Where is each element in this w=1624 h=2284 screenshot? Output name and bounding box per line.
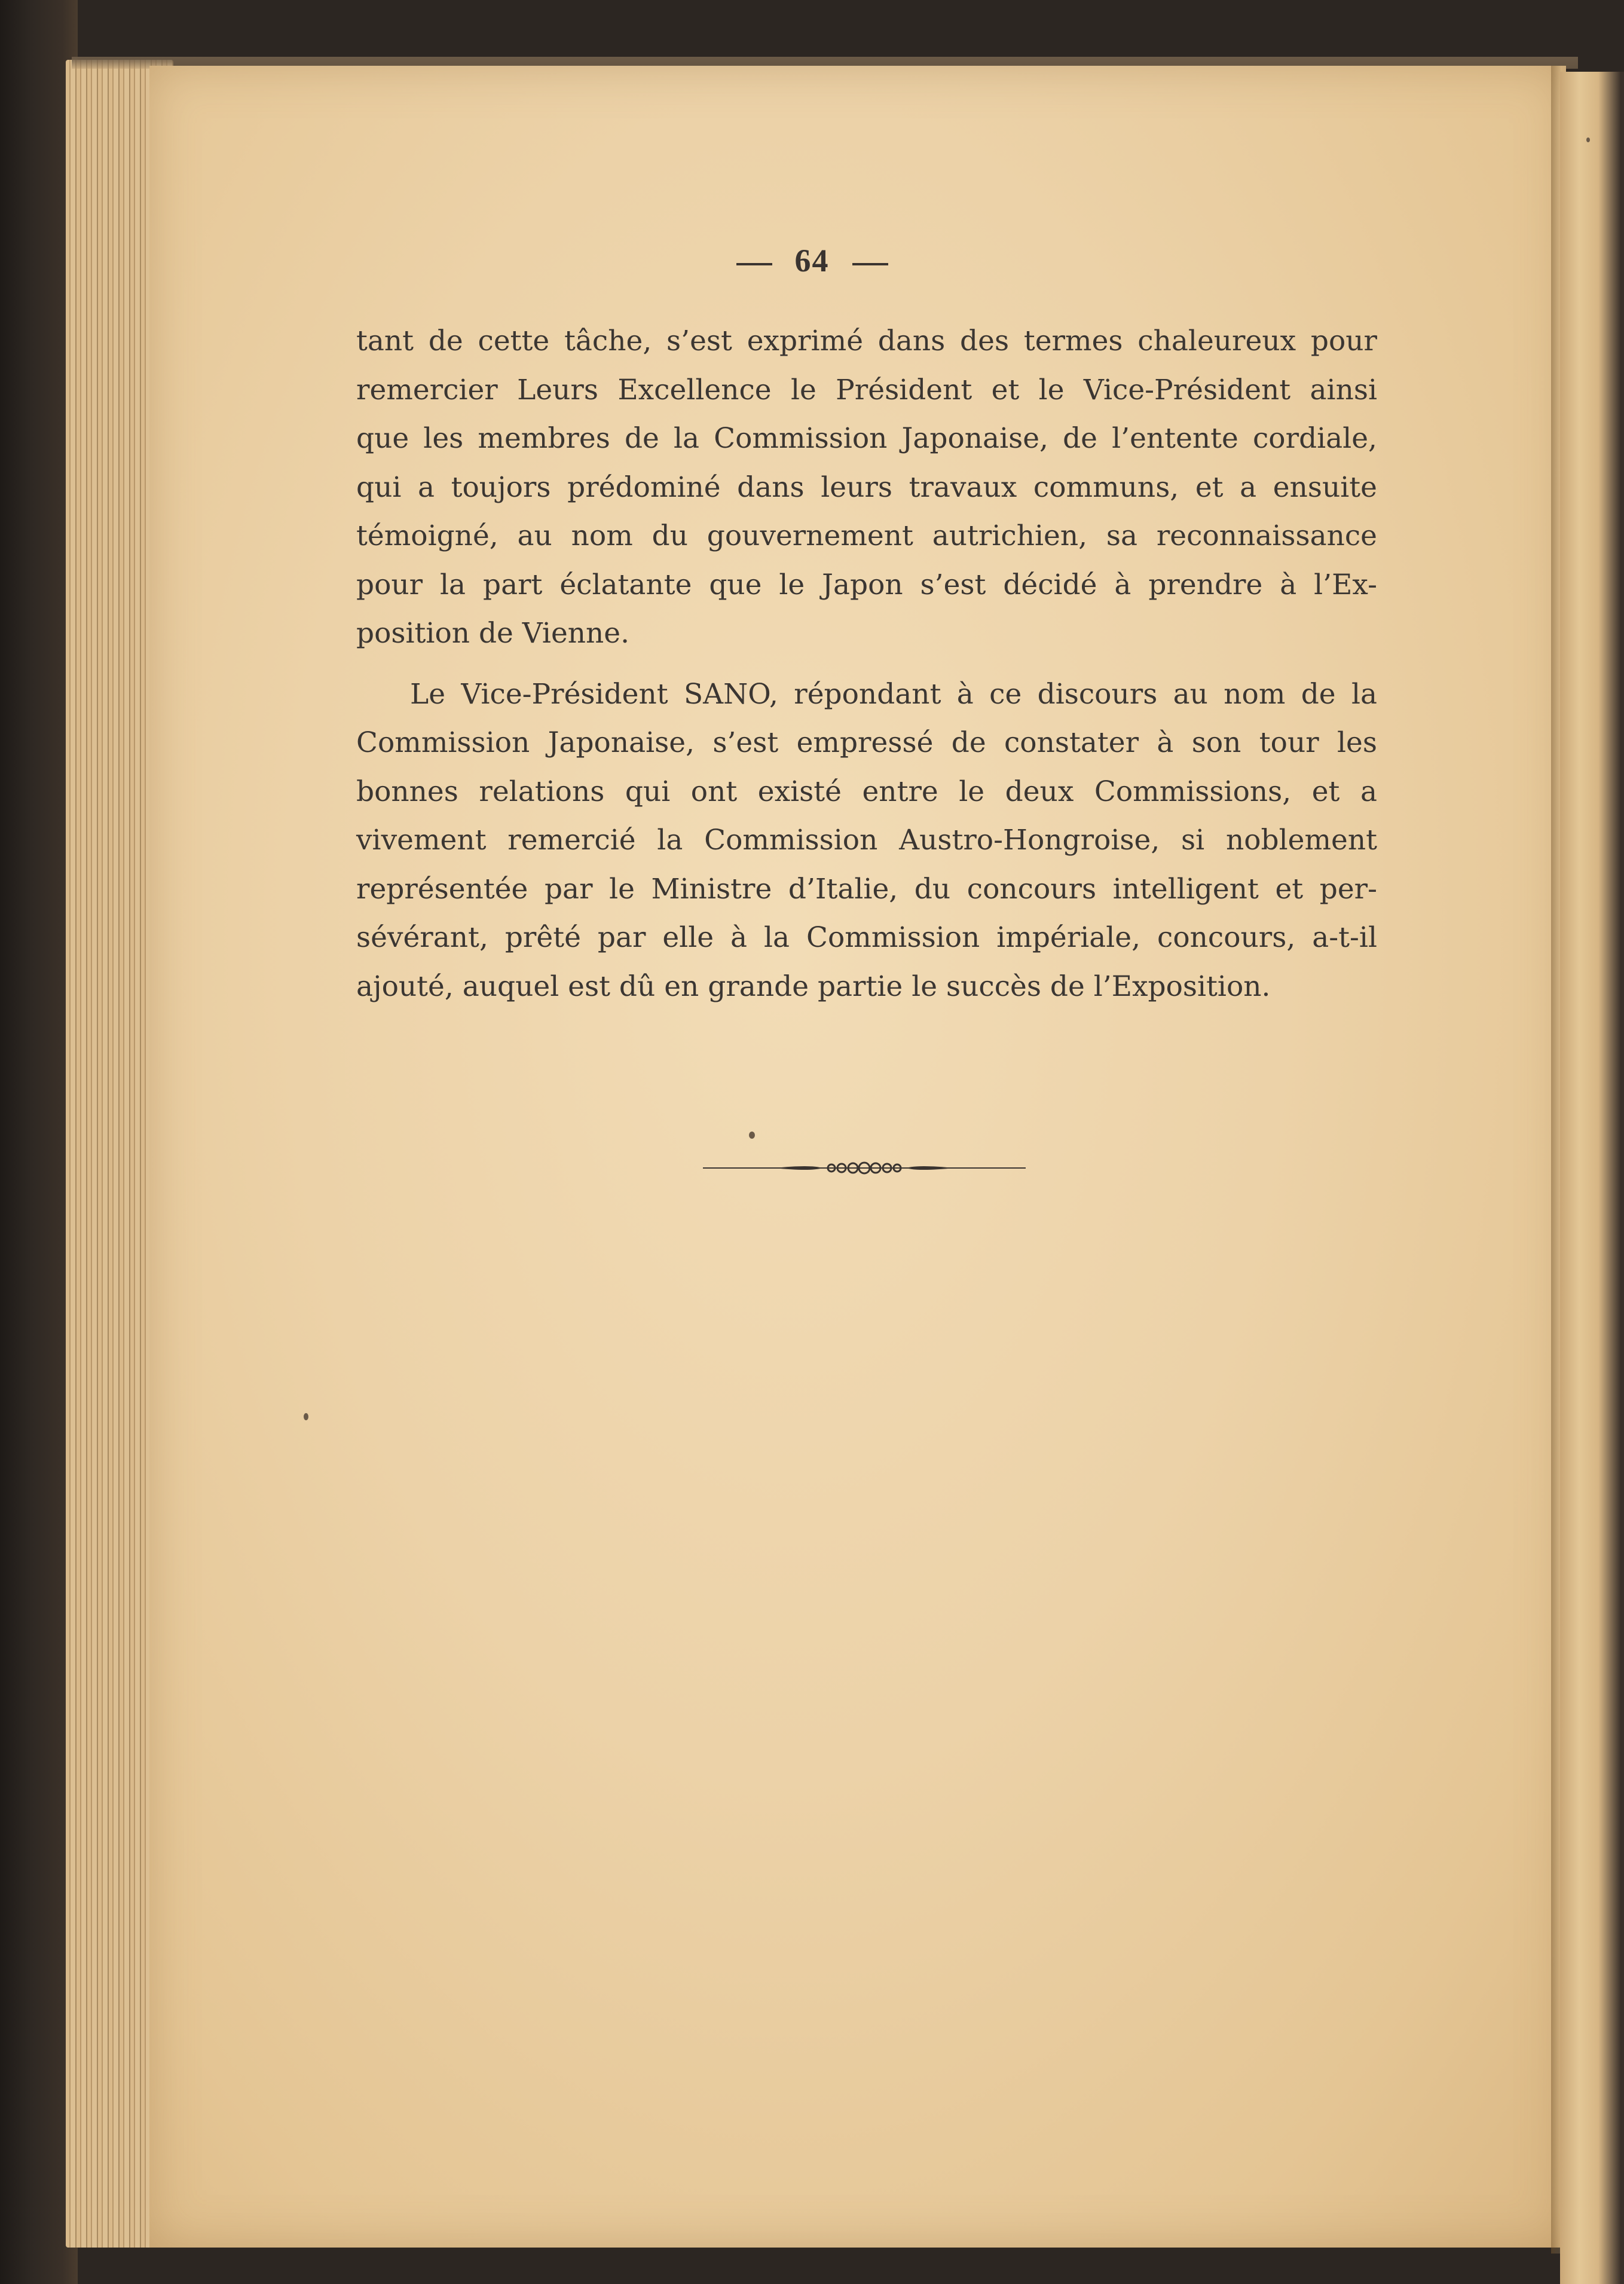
text-line: Le Vice-Président SANO, répondant à ce discours au nom de la <box>410 677 1377 711</box>
text-line: représentée par le Ministre d’Italie, du concours intelligent et per- <box>356 872 1377 906</box>
text-line: que les membres de la Commission Japonaise, de l’entente cordiale, <box>356 422 1377 455</box>
text-line: tant de cette tâche, s’est exprimé dans des termes chaleureux pour <box>356 325 1377 357</box>
text-line: remercier Leurs Excellence le Président et le Vice-Président ainsi <box>356 373 1377 406</box>
body-text <box>356 317 1377 1011</box>
flourish-ornament-icon <box>703 1156 1026 1180</box>
adjacent-torn-page <box>1560 72 1624 2284</box>
page-number <box>0 242 1624 279</box>
page-number-dash-left <box>736 263 772 265</box>
text-line: bonnes relations qui ont existé entre le deux Commissions, et a <box>356 775 1377 808</box>
page-number-dash-right <box>852 263 888 265</box>
paper-speck <box>749 1132 755 1139</box>
text-line: vivement remercié la Commission Austro-Hongroise, si noblement <box>356 824 1377 857</box>
text-line: témoigné, au nom du gouvernement autrichien, sa reconnaissance <box>356 519 1377 552</box>
text-line: ajouté, auquel est dû en grande partie le succès de l’Exposition. <box>356 970 1271 1003</box>
paragraph-2 <box>356 670 1377 1011</box>
paper-speck <box>304 1413 308 1420</box>
paragraph-1 <box>356 317 1377 658</box>
paper-speck <box>1586 137 1590 142</box>
text-line: position de Vienne. <box>356 617 630 650</box>
text-line: pour la part éclatante que le Japon s’est décidé à prendre à l’Ex- <box>356 568 1377 601</box>
page-number-value: 64 <box>794 243 830 279</box>
text-line: Commission Japonaise, s’est empressé de constater à son tour les <box>356 726 1377 759</box>
text-line: qui a toujors prédominé dans leurs travaux communs, et a ensuite <box>356 470 1377 504</box>
text-line: sévérant, prêté par elle à la Commission impériale, concours, a-t-il <box>356 921 1377 954</box>
